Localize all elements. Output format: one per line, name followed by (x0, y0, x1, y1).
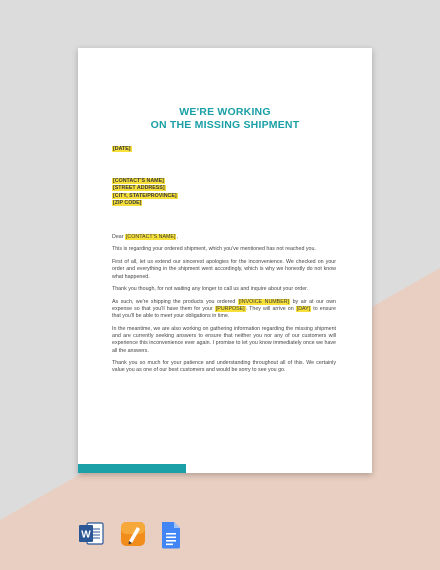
document-title (78, 106, 372, 132)
pages-icon[interactable] (120, 521, 146, 547)
word-icon-letter: W (81, 529, 91, 541)
address-zip: [ZIP CODE] (113, 199, 142, 206)
salutation-name: [CONTACT'S NAME] (125, 234, 176, 240)
address-name: [CONTACT'S NAME] (113, 178, 164, 184)
date-placeholder: [DATE] (113, 146, 131, 152)
salutation: Dear [CONTACT'S NAME], (112, 234, 178, 240)
paragraph-4: As such, we're shipping the products you ordered [INVOICE NUMBER] by air at our own expense so that you'll have them for your [PURPOSE]. They will arrive on [DAY] to ensure that you'll be able to meet your obligations in time. (112, 298, 336, 320)
invoice-placeholder: [INVOICE NUMBER] (238, 298, 290, 305)
google-docs-icon[interactable] (160, 521, 182, 549)
word-icon[interactable] (79, 521, 105, 547)
address-street: [STREET ADDRESS] (113, 185, 165, 192)
paragraph-2: First of all, let us extend our sincerest apologies for the inconvenience. We checked on your order and everything in the shipment went accordingly, which is why we honestly do not know what happened. (112, 258, 336, 280)
date-block (112, 146, 336, 153)
paragraph-5: In the meantime, we are also working on gathering information regarding the missing shipment and are currently seeking answers to ensure that neither you nor any of our customers will experience this inconvenience ever again. I promise to let you know immediately once we have all the answers. (112, 325, 336, 354)
paragraph-6: Thank you so much for your patience and understanding throughout all of this. We certainly value you as one of our best customers and would be sorry to see you go. (112, 359, 336, 374)
purpose-placeholder: [PURPOSE] (215, 305, 245, 312)
day-placeholder: [DAY] (296, 305, 311, 312)
title-line-2: ON THE MISSING SHIPMENT (150, 119, 300, 131)
address-block (112, 178, 336, 207)
paragraph-3: Thank you though, for not waiting any longer to call us and inquire about your order. (112, 286, 309, 293)
address-city: [CITY, STATE/PROVINCE] (113, 192, 177, 199)
footer-accent-bar (78, 464, 186, 473)
letter-body (112, 234, 336, 380)
letter-document (78, 48, 372, 473)
title-line-1: WE'RE WORKING (179, 106, 271, 118)
paragraph-1: This is regarding your ordered shipment, which you've mentioned has not reached you. (112, 246, 316, 253)
